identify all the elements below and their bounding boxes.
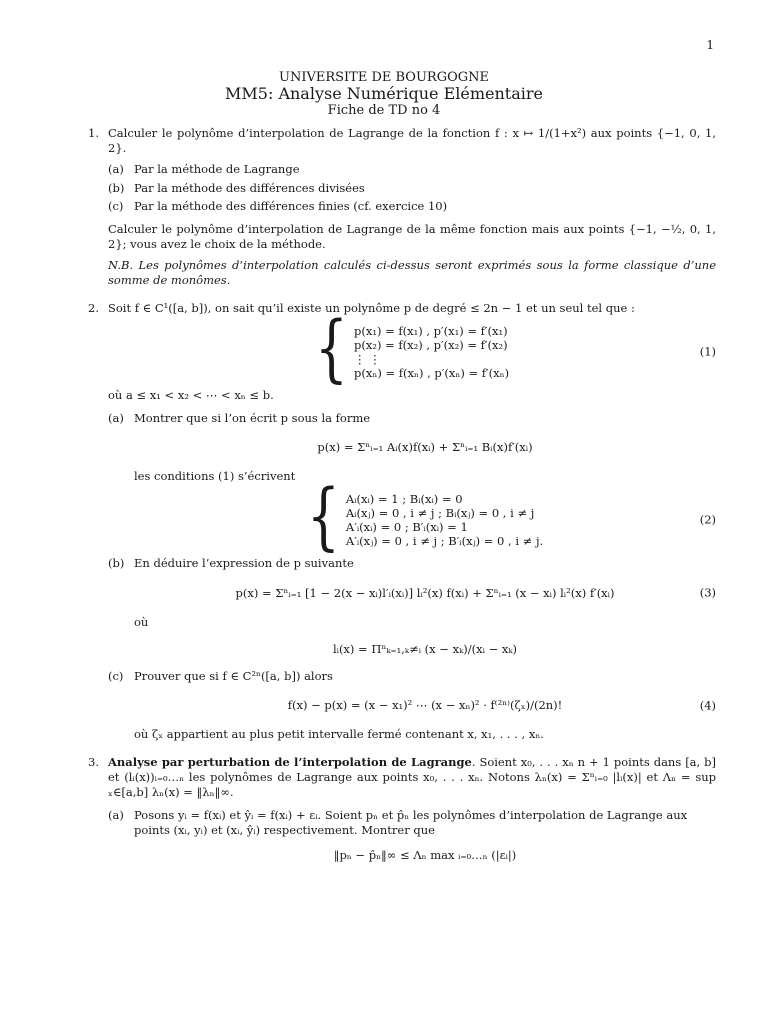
equation xyxy=(134,698,716,713)
item-label: (a) xyxy=(108,162,124,177)
equation-body: f(x) − p(x) = (x − x₁)² ⋯ (x − xₙ)² · f⁽²ⁿ⁾(ζₓ)/(2n)! xyxy=(287,698,563,713)
exercise-intro: Soit f ∈ C¹([a, b]), on sait qu’il existe un polynôme p de degré ≤ 2n − 1 et un seul tel que : xyxy=(108,300,635,315)
equation: p(x) = Σⁿᵢ₌₁ Aᵢ(x)f(xᵢ) + Σⁿᵢ₌₁ Bᵢ(x)f′(xᵢ) xyxy=(317,440,533,455)
item-text: Par la méthode de Lagrange xyxy=(134,162,300,177)
item-label: (a) xyxy=(108,410,124,425)
brace: { xyxy=(314,306,349,391)
exercise-list xyxy=(88,126,716,874)
item-label: (c) xyxy=(108,198,124,213)
item-label: (b) xyxy=(108,556,125,571)
equation-body: p(x) = Σⁿᵢ₌₁ [1 − 2(x − xᵢ)l′ᵢ(xᵢ)] lᵢ²(x) f(xᵢ) + Σⁿᵢ₌₁ (x − xᵢ) lᵢ²(x) f′(xᵢ) xyxy=(235,585,615,600)
nota-bene: N.B. Les polynômes d’interpolation calculés ci-dessus seront exprimés sous la forme classique d’une somme de monômes. xyxy=(108,258,716,288)
equation: lᵢ(x) = Πⁿₖ₌₁,ₖ≠ᵢ (x − xₖ)/(xᵢ − xₖ) xyxy=(332,641,518,656)
list-item xyxy=(108,181,716,196)
item-text: les conditions (1) s’écrivent xyxy=(134,469,296,484)
system-row: A′ᵢ(xⱼ) = 0 , i ≠ j ; B′ᵢ(xⱼ) = 0 , i ≠ j. xyxy=(345,534,544,549)
exercise-number: 2. xyxy=(88,300,99,315)
equation-number: (2) xyxy=(699,512,716,527)
sub-question-a xyxy=(108,808,716,864)
brace: { xyxy=(306,475,340,560)
item-label: (b) xyxy=(108,180,125,195)
equation-number: (4) xyxy=(699,698,716,713)
system-row: p(x₂) = f(x₂) , p′(x₂) = f′(x₂) xyxy=(354,337,508,352)
system-row: ⋮ ⋮ xyxy=(354,351,381,366)
sheet-title: Fiche de TD no 4 xyxy=(327,103,441,118)
equation: ‖pₙ − p̂ₙ‖∞ ≤ Λₙ max ᵢ₌₀…ₙ (|εᵢ|) xyxy=(333,848,517,863)
equation-number: (1) xyxy=(699,344,716,359)
list-item xyxy=(108,162,716,177)
system-row: p(xₙ) = f(xₙ) , p′(xₙ) = f′(xₙ) xyxy=(354,365,510,380)
exercise-2 xyxy=(88,300,716,743)
list-item xyxy=(108,199,716,214)
equation xyxy=(134,586,716,601)
exercise-intro: Calculer le polynôme d’interpolation de Lagrange de la fonction f : x ↦ 1/(1+x²) aux points {−1, 0, 1, 2}. xyxy=(108,126,716,156)
item-label: (a) xyxy=(108,808,124,823)
exercise-title: Analyse par perturbation de l’interpolation de Lagrange xyxy=(108,754,472,769)
item-text: Montrer que si l’on écrit p sous la forme xyxy=(134,410,371,425)
item-text: Par la méthode des différences divisées xyxy=(134,180,365,195)
item-text: Posons yᵢ = f(xᵢ) et ŷᵢ = f(xᵢ) + εᵢ. Soient pₙ et p̂ₙ les polynômes d’interpolation de Lagrange aux points (xᵢ, yᵢ) et (xᵢ, ŷᵢ) respectivement. Montrer que xyxy=(134,808,688,838)
exercise-intro: . Soient x₀, . . . xₙ n + 1 points dans [a, b] et (lᵢ(x))ᵢ₌₀…ₙ les polynômes de Lagrange aux points x₀, . . . xₙ. Notons λₙ(x) = Σⁿᵢ₌₀ |lᵢ(x)| et Λₙ = sup ₓ∈[a,b] λₙ(x) = ‖λₙ‖∞. xyxy=(108,754,716,799)
item-text: où ζₓ appartient au plus petit intervalle fermé contenant x, x₁, . . . , xₙ. xyxy=(134,727,544,742)
sub-question-c xyxy=(108,669,716,743)
system-row: Aᵢ(xᵢ) = 1 ; Bᵢ(xᵢ) = 0 xyxy=(345,492,463,507)
system-row: Aᵢ(xⱼ) = 0 , i ≠ j ; Bᵢ(xⱼ) = 0 , i ≠ j xyxy=(345,506,535,521)
item-text: En déduire l’expression de p suivante xyxy=(134,556,354,571)
system-row: p(x₁) = f(x₁) , p′(x₁) = f′(x₁) xyxy=(354,323,508,338)
exercise-followup: Calculer le polynôme d’interpolation de Lagrange de la même fonction mais aux points {−1, −½, 0, 1, 2}; vous avez le choix de la méthode. xyxy=(108,221,716,252)
condition-text: où a ≤ x₁ < x₂ < ⋯ < xₙ ≤ b. xyxy=(108,387,274,402)
item-text: Prouver que si f ∈ C²ⁿ([a, b]) alors xyxy=(134,669,333,684)
system-row: A′ᵢ(xᵢ) = 0 ; B′ᵢ(xᵢ) = 1 xyxy=(345,520,468,535)
item-text: où xyxy=(134,614,149,629)
exercise-3 xyxy=(88,754,716,864)
exercise-number: 1. xyxy=(88,126,99,140)
item-text: Par la méthode des différences finies (cf. exercice 10) xyxy=(134,198,448,213)
equation-number: (3) xyxy=(699,585,716,600)
university-name: UNIVERSITE DE BOURGOGNE xyxy=(279,70,489,85)
sub-question-b xyxy=(108,556,716,657)
document-header xyxy=(0,70,768,118)
exercise-number: 3. xyxy=(88,754,99,769)
page-number: 1 xyxy=(706,38,714,52)
sub-question-a xyxy=(108,410,716,560)
course-title: MM5: Analyse Numérique Elémentaire xyxy=(225,84,543,103)
item-label: (c) xyxy=(108,669,124,684)
exercise-1 xyxy=(88,126,716,289)
